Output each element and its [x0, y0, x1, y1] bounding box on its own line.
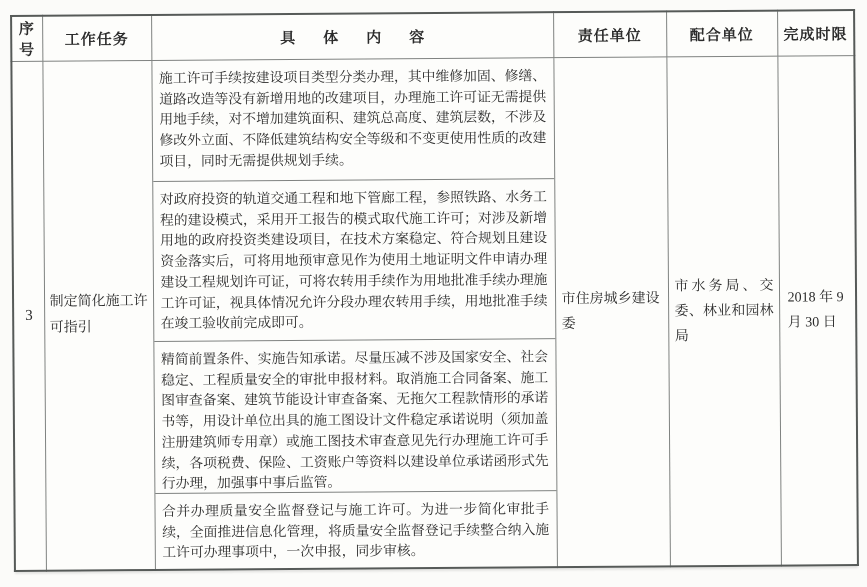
- content-paragraph-4: 合并办理质量安全监督登记与施工许可。为进一步简化审批手续，全面推进信息化管理，将质量安全监督登记手续整合纳入施工许可办理事项中，一次申报，同步审核。: [161, 501, 550, 561]
- cell-deadline: 2018 年 9 月 30 日: [777, 56, 858, 566]
- cell-responsible-unit: 市住房城乡建设委: [553, 57, 670, 567]
- header-cooperating-unit: 配合单位: [666, 11, 777, 57]
- header-content: 具体内容: [151, 12, 553, 60]
- content-paragraph-stack: [152, 58, 557, 569]
- header-deadline: 完成时限: [777, 10, 854, 56]
- header-task: 工作任务: [42, 15, 151, 61]
- header-row: [11, 10, 854, 61]
- header-seq: 序号: [11, 16, 42, 62]
- cell-content: [151, 58, 557, 570]
- cell-cooperating-unit: 市水务局、交委、林业和园林局: [666, 56, 781, 566]
- content-paragraph-1: 施工许可手续按建设项目类型分类办理，其中维修加固、修缮、道路改造等没有新增用地的改建项目，办理施工许可证无需提供用地手续，对不增加建筑面积、建筑总高度、建筑层数，不涉及修改外立面、不降低建筑结构安全等级和不变更使用性质的改建项目，同时无需提供规划手续。: [152, 58, 554, 182]
- table-row: [11, 56, 858, 571]
- cell-seq: 3: [11, 61, 46, 571]
- header-responsible-unit: 责任单位: [553, 11, 666, 57]
- content-paragraph-3: 精简前置条件、实施告知承诺。尽量压减不涉及国家安全、社会稳定、工程质量安全的审批申报材料。取消施工合同备案、施工图审查备案、建筑节能设计审查备案、无拖欠工程款情形的承诺书等，用设计单位出具的施工图设计文件稳定承诺说明（须加盖注册建筑师专用章）或施工图技术审查意见先行办理施工许可手续，各项税费、保险、工资账户等资料以建设单位承诺函形式先行办理，加强事中事后监管。: [154, 339, 556, 494]
- work-plan-table: [10, 9, 859, 572]
- content-paragraph-2: 对政府投资的轨道交通工程和地下管廊工程，参照铁路、水务工程的建设模式，采用开工报告的模式取代施工许可；对涉及新增用地的政府投资类建设项目，在技术方案稳定、符合规划且建设资金落实后，可将用地预审意见作为使用土地证明文件申请办理建设工程规划许可证，可将农转用手续作为用地批准手续办理施工许可证，视具体情况允许分段办理农转用手续，用地批准手续在竣工验收前完成即可。: [153, 179, 555, 342]
- cell-task: 制定简化施工许可指引: [42, 60, 155, 570]
